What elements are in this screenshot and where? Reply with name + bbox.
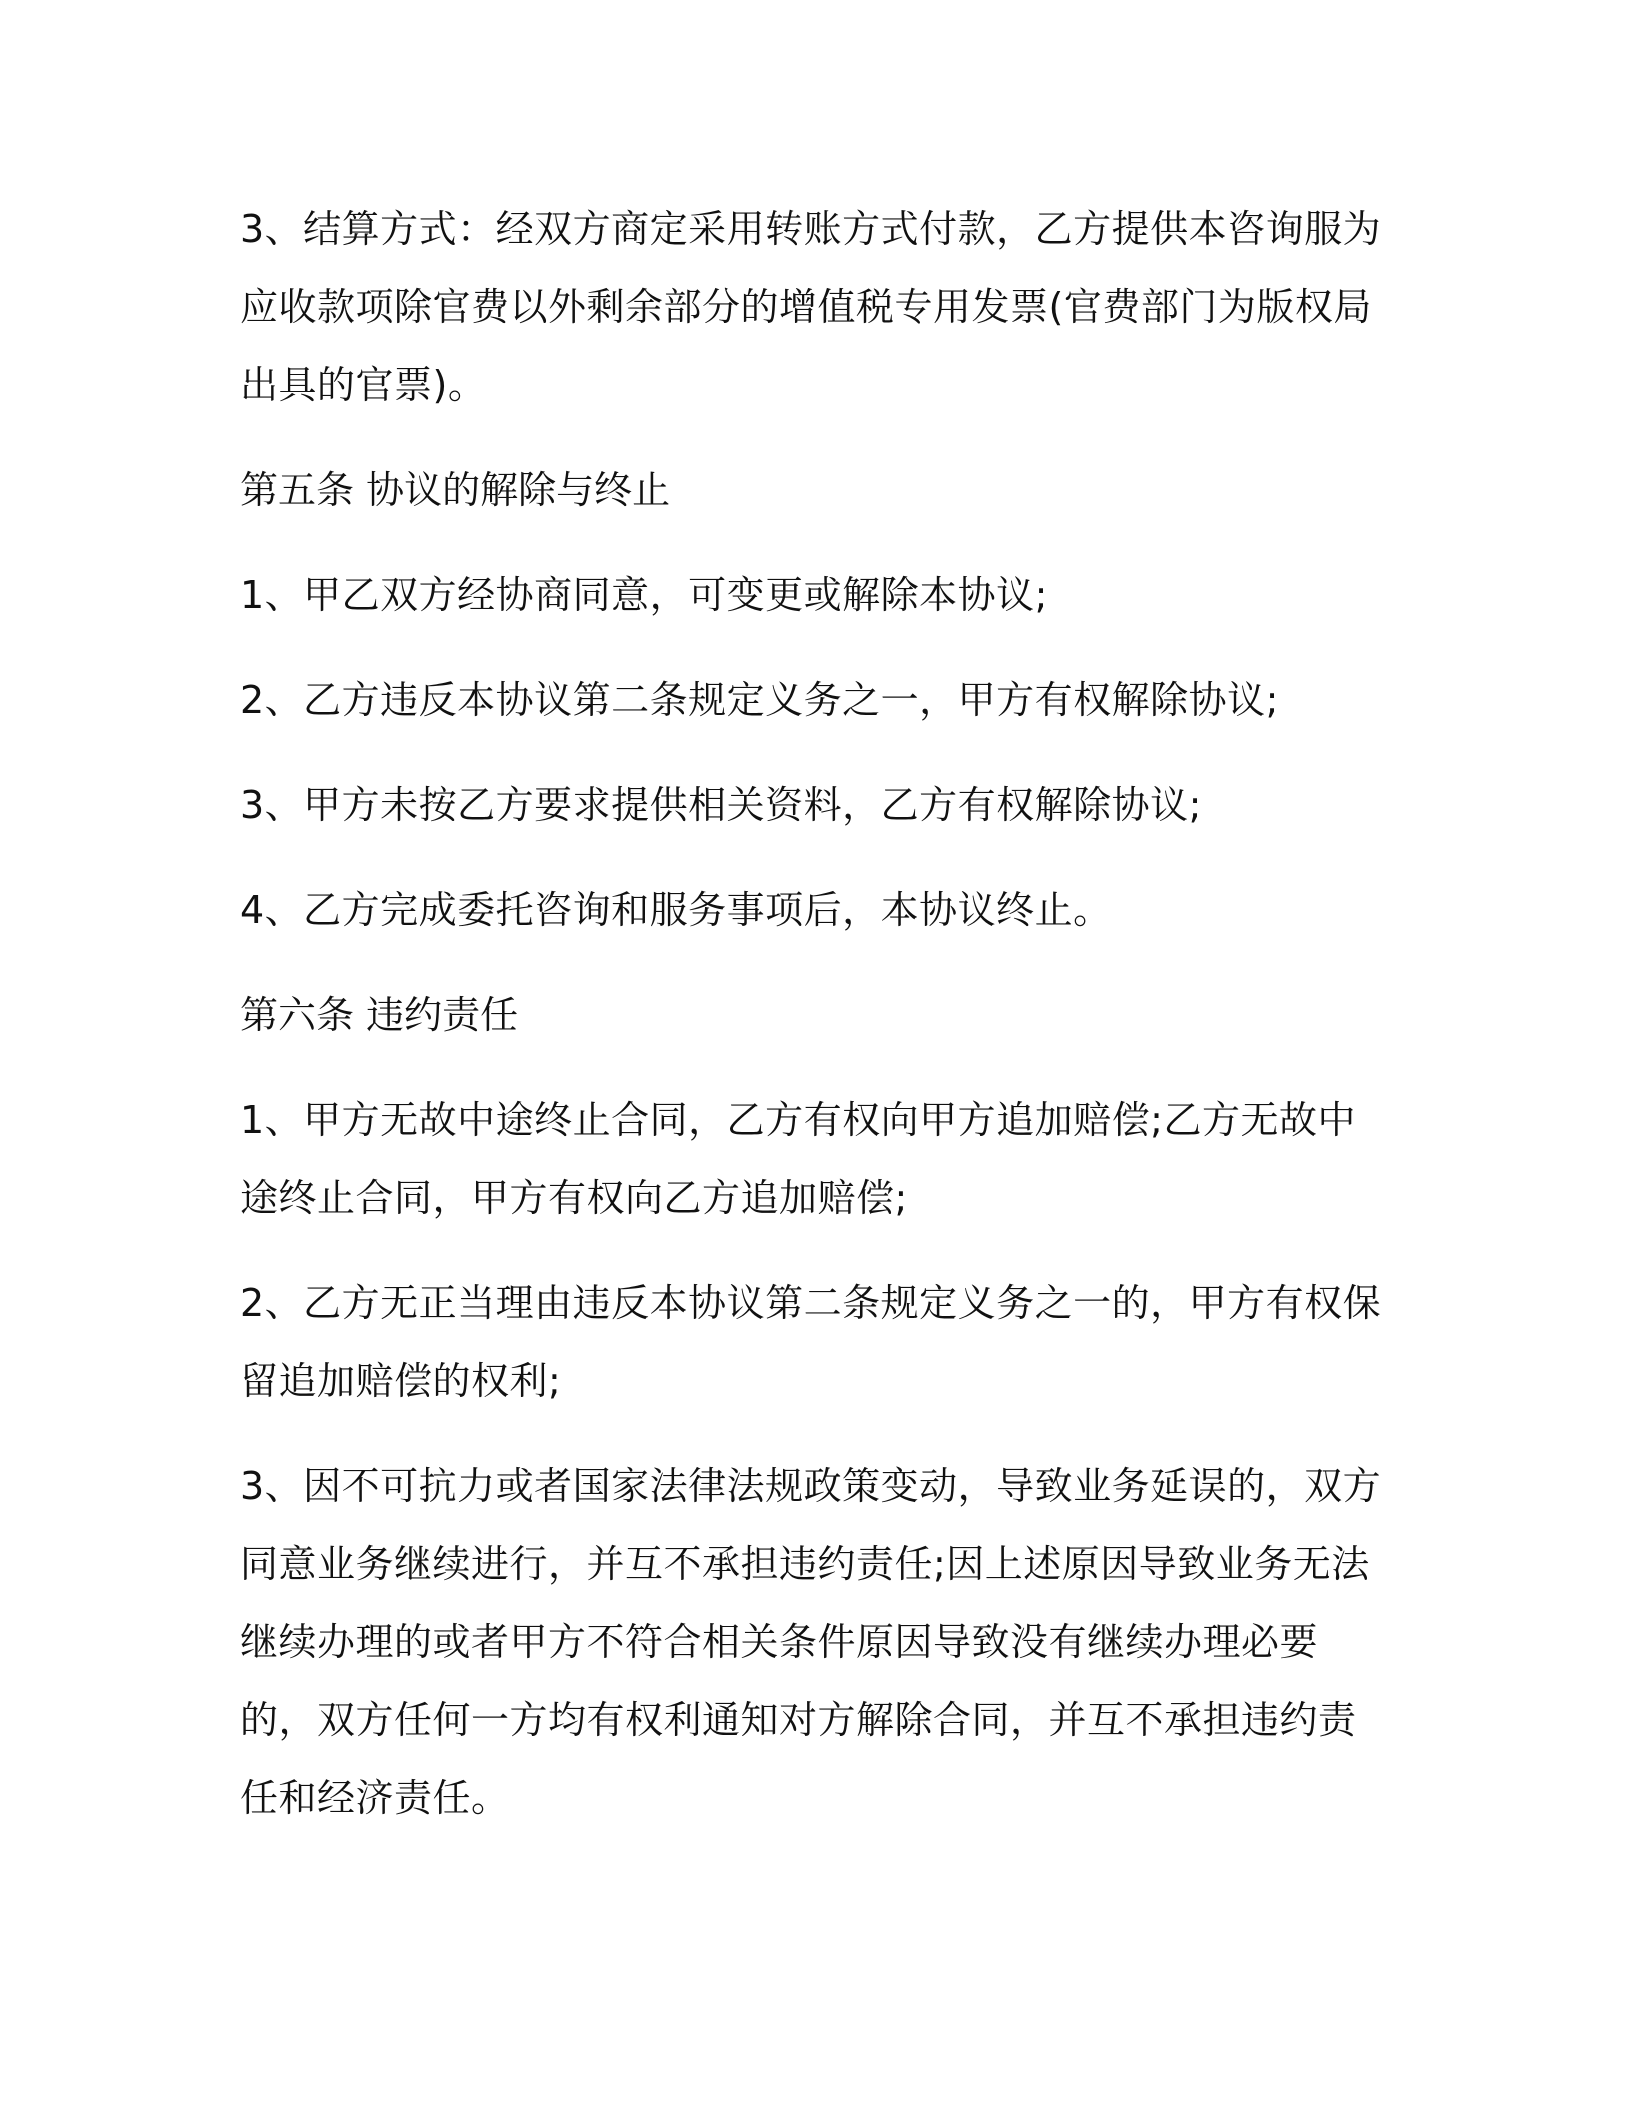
- document-body: [240, 190, 1390, 1864]
- clause-6-3: 3、因不可抗力或者国家法律法规政策变动，导致业务延误的，双方同意业务继续进行，并互不承担违约责任;因上述原因导致业务无法继续办理的或者甲方不符合相关条件原因导致没有继续办理必要的，双方任何一方均有权利通知对方解除合同，并互不承担违约责任和经济责任。: [240, 1464, 1382, 1820]
- article-5-heading: 第五条 协议的解除与终止: [240, 468, 671, 512]
- clause-5-3: 3、甲方未按乙方要求提供相关资料，乙方有权解除协议;: [240, 783, 1202, 827]
- clause-6-2: 2、乙方无正当理由违反本协议第二条规定义务之一的，甲方有权保留追加赔偿的权利;: [240, 1281, 1382, 1403]
- clause-5-2: 2、乙方违反本协议第二条规定义务之一，甲方有权解除协议;: [240, 678, 1279, 722]
- clause-4-3-settlement: 3、结算方式：经双方商定采用转账方式付款，乙方提供本咨询服为应收款项除官费以外剩余部分的增值税专用发票(官费部门为版权局出具的官票)。: [240, 207, 1382, 407]
- clause-6-1: 1、甲方无故中途终止合同，乙方有权向甲方追加赔偿;乙方无故中途终止合同，甲方有权向乙方追加赔偿;: [240, 1098, 1356, 1220]
- clause-5-4: 4、乙方完成委托咨询和服务事项后，本协议终止。: [240, 888, 1112, 932]
- article-6-heading: 第六条 违约责任: [240, 993, 519, 1037]
- clause-5-1: 1、甲乙双方经协商同意，可变更或解除本协议;: [240, 573, 1048, 617]
